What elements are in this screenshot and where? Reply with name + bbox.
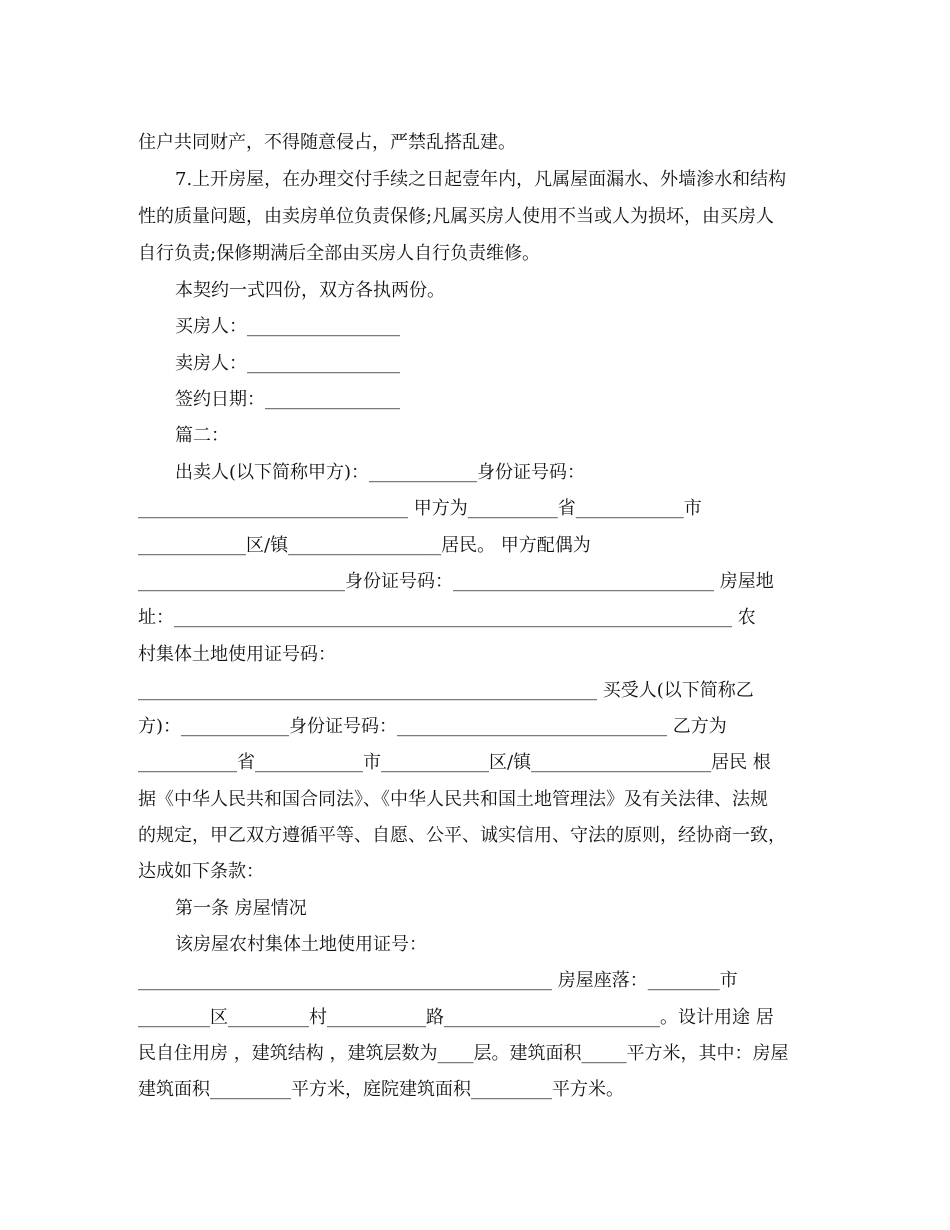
section-heading: 篇二： <box>175 425 229 446</box>
text-line-10: 出卖人(以下简称甲方)：____________身份证号码： <box>175 462 586 483</box>
sign-date-line: 签约日期：_______________ <box>175 389 400 410</box>
text-line-5: 本契约一式四份，双方各执两份。 <box>175 280 445 301</box>
article-heading: 第一条 房屋情况 <box>175 898 307 919</box>
text-line-24: ______________________________________________ 房屋座落：________市 <box>138 970 738 991</box>
text-line-19: 据《中华人民共和国合同法》、《中华人民共和国土地管理法》及有关法律、法规 <box>138 789 768 810</box>
text-line-18: ___________省____________市____________区/镇____________________居民 根 <box>138 752 771 773</box>
text-line-4: 自行负责;保修期满后全部由买房人自行负责维修。 <box>138 243 541 264</box>
text-line-26: 民自住用房 ，建筑结构 ，建筑层数为____层。建筑面积_____平方米，其中：房屋 <box>138 1043 789 1064</box>
text-line-21: 达成如下条款： <box>138 861 264 882</box>
text-line-14: 址：______________________________________________________________ 农 <box>138 607 756 628</box>
text-line-3: 性的质量问题，由卖房单位负责保修;凡属买房人使用不当或人为损坏，由买房人 <box>138 206 775 227</box>
text-line-16: ___________________________________________________ 买受人(以下简称乙 <box>138 680 754 701</box>
text-line-25: ________区_________村___________路________________________。设计用途 居 <box>138 1007 774 1028</box>
text-line-11: ______________________________ 甲方为__________省____________市 <box>138 498 702 519</box>
text-line-13: _______________________身份证号码：_____________________________ 房屋地 <box>138 571 774 592</box>
text-line-27: 建筑面积_________平方米，庭院建筑面积_________平方米。 <box>138 1079 624 1100</box>
text-line-1: 住户共同财产，不得随意侵占，严禁乱搭乱建。 <box>138 132 516 153</box>
text-line-15: 村集体土地使用证号码： <box>138 644 336 665</box>
buyer-signature-line: 买房人：_________________ <box>175 316 400 337</box>
seller-signature-line: 卖房人：_________________ <box>175 353 400 374</box>
text-line-23: 该房屋农村集体土地使用证号： <box>175 934 427 955</box>
text-line-2: 7.上开房屋，在办理交付手续之日起壹年内，凡属屋面漏水、外墙渗水和结构 <box>175 169 787 190</box>
text-line-12: ____________区/镇_________________居民。 甲方配偶为 <box>138 535 591 556</box>
text-line-20: 的规定，甲乙双方遵循平等、自愿、公平、诚实信用、守法的原则，经协商一致， <box>138 825 786 846</box>
text-line-17: 方)：____________身份证号码：______________________________ 乙方为 <box>138 716 727 737</box>
